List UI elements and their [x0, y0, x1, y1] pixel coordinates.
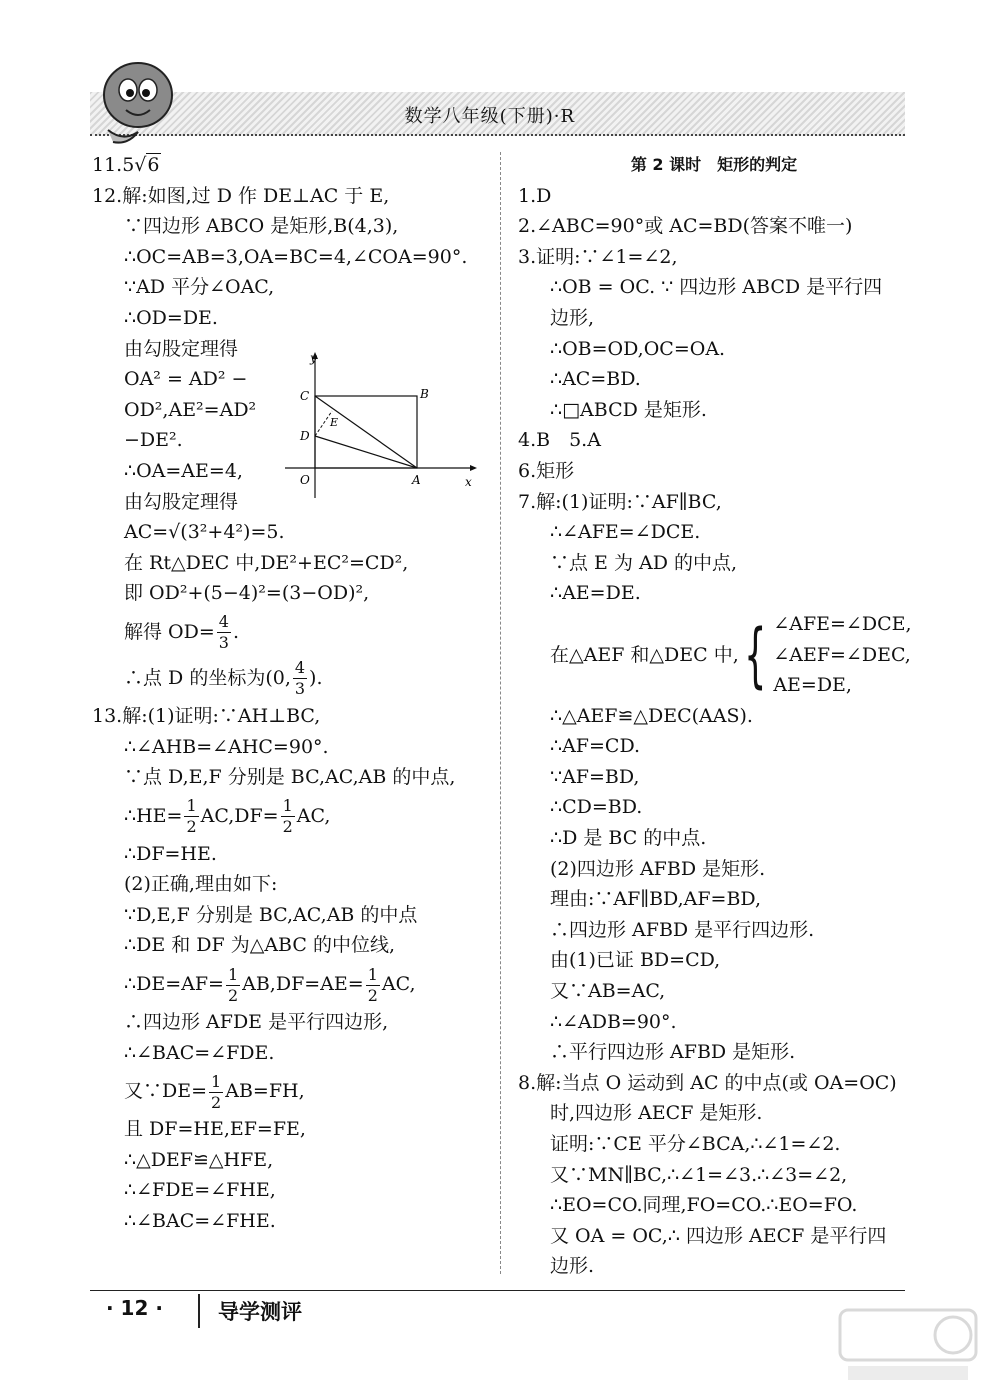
answer-line: 在 Rt△DEC 中,DE²+EC²=CD², — [124, 551, 409, 574]
answer-line: ∴DE=AF= $\frac{1}{2}$ AB,DF=AE= $\frac{1}{2}$ AC, — [124, 964, 416, 1005]
answer-line: ∵点 E 为 AD 的中点, — [550, 551, 738, 574]
left-brace: { — [743, 613, 767, 696]
answer-line: ∴∠ADB=90°. — [550, 1010, 677, 1033]
answer-line: ∴OD=DE. — [124, 306, 218, 329]
answer-line: ∴△AEF≌△DEC(AAS). — [550, 704, 753, 727]
answer-line: ∴∠BAC=∠FDE. — [124, 1041, 275, 1064]
answer-line: 时,四边形 AECF 是矩形. — [550, 1102, 763, 1125]
mascot-logo — [88, 50, 188, 150]
answer-line: ∴△DEF≌△HFE, — [124, 1148, 274, 1171]
answer-line: 由勾股定理得 — [124, 337, 239, 360]
answer-line: OD²,AE²=AD² — [124, 398, 257, 421]
brace-system — [518, 609, 910, 701]
answer-line: ∴OB=OD,OC=OA. — [550, 337, 726, 360]
answer-line: ∴CD=BD. — [550, 796, 643, 819]
answer-line: 由(1)已证 BD=CD, — [550, 949, 721, 972]
answer-line: 又∵AB=AC, — [550, 980, 666, 1003]
figure-label-a: A — [412, 473, 421, 487]
figure-label-y: y — [310, 351, 317, 365]
coordinate-figure — [280, 350, 480, 510]
answer-line: ∴AC=BD. — [550, 368, 641, 391]
answer-line: 1.D — [518, 184, 552, 207]
answer-line: AC=√(3²+4²)=5. — [124, 521, 285, 544]
answer-line: 边形, — [550, 306, 595, 329]
answer-line: ∴四边形 AFBD 是平行四边形. — [550, 918, 815, 941]
answer-line: 4.B 5.A — [518, 429, 601, 452]
footer-separator — [198, 1294, 200, 1328]
answer-line: 证明:∵CE 平分∠BCA,∴∠1=∠2. — [550, 1133, 841, 1155]
figure-label-o: O — [300, 473, 310, 487]
figure-label-x: x — [465, 475, 472, 489]
answer-line: ∴EO=CO.同理,FO=CO.∴EO=FO. — [550, 1194, 858, 1217]
answer-line: (2)正确,理由如下: — [124, 873, 278, 896]
answer-line: ∴HE= $\frac{1}{2}$ AC,DF= $\frac{1}{2}$ AC, — [124, 796, 331, 837]
section-title: 第 2 课时 矩形的判定 — [630, 155, 798, 174]
answer-line: 3.证明:∵∠1=∠2, — [518, 245, 678, 268]
answer-line: 11.5√6 — [92, 154, 160, 176]
figure-label-b: B — [420, 387, 429, 401]
answer-line: 理由:∵AF∥BD,AF=BD, — [550, 888, 762, 911]
answer-line: ∴AF=CD. — [550, 735, 641, 758]
answer-line: 6.矩形 — [518, 459, 575, 482]
answer-line: 7.解:(1)证明:∵AF∥BC, — [518, 490, 722, 513]
answer-line: −DE². — [124, 429, 183, 452]
footer-brand: 导学测评 — [218, 1300, 302, 1324]
figure-label-e: E — [330, 416, 339, 429]
brace-lead: 在△AEF 和△DEC 中, — [550, 643, 739, 666]
answer-line: OA² = AD² − — [124, 368, 248, 391]
answer-line: ∴OB = OC. ∵ 四边形 ABCD 是平行四 — [550, 276, 883, 299]
answer-line: ∴OC=AB=3,OA=BC=4,∠COA=90°. — [124, 245, 468, 268]
column-divider — [500, 152, 501, 1274]
answer-line: ∴四边形 AFDE 是平行四边形, — [124, 1011, 389, 1034]
answer-line: ∵D,E,F 分别是 BC,AC,AB 的中点 — [124, 903, 418, 926]
page-header — [90, 92, 905, 136]
answer-line: 边形. — [550, 1255, 595, 1278]
answer-line: 12.解:如图,过 D 作 DE⊥AC 于 E, — [92, 184, 390, 207]
answer-line: (2)四边形 AFBD 是矩形. — [550, 857, 766, 880]
watermark-logo — [838, 1308, 978, 1386]
answer-line: ∴D 是 BC 的中点. — [550, 827, 707, 850]
answer-line: ∵点 D,E,F 分别是 BC,AC,AB 的中点, — [124, 766, 456, 789]
figure-label-d: D — [300, 429, 310, 443]
answer-line: ∴DF=HE. — [124, 842, 217, 865]
answer-line: ∴∠BAC=∠FHE. — [124, 1210, 276, 1233]
right-column — [518, 150, 910, 1282]
answer-line: ∴AE=DE. — [550, 582, 641, 605]
answer-line: ∴∠FDE=∠FHE, — [124, 1179, 276, 1202]
answer-line: 又∵DE= $\frac{1}{2}$ AB=FH, — [124, 1071, 305, 1112]
answer-line: AE=DE, — [773, 674, 852, 697]
answer-line: 8.解:当点 O 运动到 AC 的中点(或 OA=OC) — [518, 1071, 897, 1094]
answer-line: ∵四边形 ABCO 是矩形,B(4,3), — [124, 215, 399, 238]
answer-line: ∴∠AFE=∠DCE. — [550, 521, 701, 544]
answer-line: ∠AFE=∠DCE, — [773, 612, 912, 635]
answer-line: ∠AEF=∠DEC, — [773, 643, 911, 666]
answer-line: ∴□ABCD 是矩形. — [550, 398, 707, 421]
header-title: 数学八年级(下册)·R — [404, 106, 575, 127]
figure-label-c: C — [300, 389, 310, 403]
answer-line: 由勾股定理得 — [124, 490, 239, 513]
answer-line: ∵AD 平分∠OAC, — [124, 276, 275, 299]
answer-line: ∴点 D 的坐标为(0, $\frac{4}{3}$ ). — [124, 658, 323, 699]
brace-lines — [773, 609, 911, 701]
answer-line: ∵AF=BD, — [550, 765, 640, 788]
answer-line: ∴平行四边形 AFBD 是矩形. — [550, 1041, 796, 1064]
answer-line: ∴DE 和 DF 为△ABC 的中位线, — [124, 934, 395, 957]
answer-line: 且 DF=HE,EF=FE, — [124, 1118, 306, 1141]
left-column — [92, 150, 492, 1237]
answer-line: 2.∠ABC=90°或 AC=BD(答案不唯一) — [518, 215, 853, 238]
footer-rule — [90, 1290, 905, 1291]
answer-line: 又 OA = OC,∴ 四边形 AECF 是平行四 — [550, 1224, 887, 1247]
answer-line: 又∵MN∥BC,∴∠1=∠3.∴∠3=∠2, — [550, 1163, 848, 1186]
answer-line: 解得 OD= $\frac{4}{3}$ . — [124, 612, 240, 653]
answer-line: 即 OD²+(5−4)²=(3−OD)², — [124, 582, 370, 605]
page-number: · 12 · — [106, 1296, 163, 1320]
answer-line: ∴OA=AE=4, — [124, 459, 243, 482]
answer-line: ∴∠AHB=∠AHC=90°. — [124, 735, 329, 758]
answer-line: 13.解:(1)证明:∵AH⊥BC, — [92, 704, 321, 727]
